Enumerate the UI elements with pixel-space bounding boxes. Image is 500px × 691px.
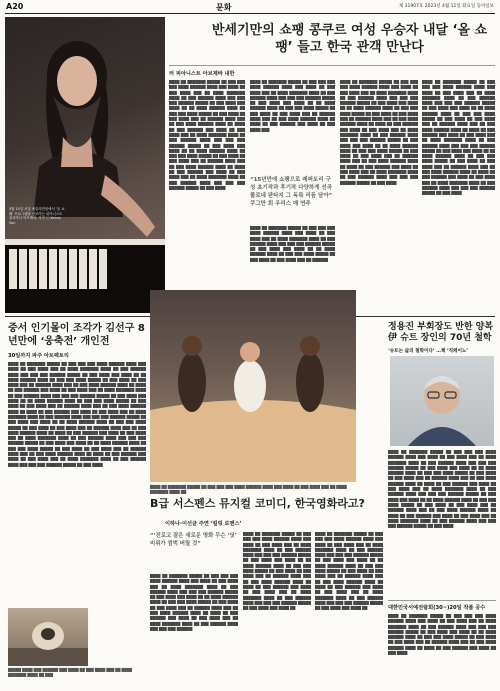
musical-photo-caption: ████ ██ ███████ █████ ██ ███ ███ ███ ████ ██████ ████ ███ ████ ██ ███ ████ ███ ██ ████ ███████ ████ ██	[150, 485, 347, 494]
story4-headline: B급 서스펜스 뮤지컬 코미디, 한국영화라고?	[150, 497, 365, 510]
page-number: A20	[6, 2, 24, 11]
tailor-portrait	[390, 356, 494, 446]
header-rule	[5, 13, 495, 14]
sculpture-caption: █████ ████ ███ ██████ ███ ████ ██ ███ ████ ███ ██ ████ ███████ ████ ██ ███	[8, 668, 132, 677]
sculpture-illustration	[8, 608, 88, 666]
story1-pullquote: “15년만에 쇼팽으로 레퍼토리 구성 초기작과 후기작 다양하게 선곡 폴로네 판타지 그 독특 리듬 담아” 쿠그만 회 우리스 매 연주	[250, 177, 333, 207]
story5-rule	[388, 600, 496, 601]
pianist-photo-caption: 5월 15일 서울 예술의전당에서 ‘올 쇼팽’ 프로그램을 선보이는 피아니스트 율리아나 아브제바. 사진 ⓒ Kenny Son	[9, 207, 65, 225]
story4-subhead: 이하나·이선균 주연 ‘킬링 로맨스’	[165, 521, 242, 527]
story5-headline: 대한민국서예전람회(30~)20일 작품 공수	[388, 605, 486, 611]
pianist-illustration	[5, 17, 165, 313]
story1-col2: ████ ██ ███████ █████ ██ ███ ███ ███ ████ ██████ ████ ███ ████ ██ ███ ████ ███ ██ ████ ███████ ████ ██ ███ ██████ ████ ███ ███ ███ ██████ █████ ██ ███ ████ ███ ████ ██ ██ ████ ██████ ████ ██ ███ ███ ████ █████ ██ ███ ████ ██ ███ ████ ███ ██ ██████ ████ ███ ██ ███ ████ ██████ ████ ██ ████ ██ ███ ██████ ███ ████ ██ ███ ████ ███	[250, 80, 335, 132]
story4-pullquote: “‘진로고 잘은 새로운 영화 무슨 ‘딧’ 비위가 껌벅 버릴 것”	[150, 533, 237, 547]
story1-col3: ████ ██ ███████ █████ ██ ███ ███ ███ ████ ██████ ████ ███ ████ ██ ███ ████ ███ ██ ████ ███████ ████ ██ ███ ██████ ████ ███ ███ ███ ██████ █████ ██ ███ ████ ███ ████ ██ ██ ████ ██████ ████ ██ ███ ███ ████ █████ ██ ███ ████ ██ ███ ████ ███ ██ ██████ ████ ███ ██ ███ ████ ██████ ████ ██ ████ ██ ███ ██████ ███ ████ ██ ███ ████ ███ ██ ████ ███████ ████ ██ ███ ██████ ████ ███ ███ ███ ██████ █████ ██ ███ ████ ███ ████ ██ ██ ████ ██████ ████ ██ ███ ███ ████ █████ ██ ███ ████ ██ ███ ████ ███ ██ ██████ ████ ███ ██ ███ ████ ██████ ████ ██ ████ ██ ███ ██████ ███ ████ ██ ███ ████ ███ ██ ████ ███████ ████ ██ ███ ██████ ████ ███ ███ ███ ██████ █████ ██ ███ ████	[340, 80, 418, 185]
story4-col3: ████ ██ ███████ █████ ██ ███ ███ ███ ████ ██████ ████ ███ ████ ██ ███ ████ ███ ██ ████ ███████ ████ ██ ███ ██████ ████ ███ ███ ███ ██████ █████ ██ ███ ████ ███ ████ ██ ██ ████ ██████ ████ ██ ███ ███ ████ █████ ██ ███ ████ ██ ███ ████ ███ ██ ██████ ████ ███ ██ ███ ████ ██████ ████ ██ ████ ██ ███ ██████ ███ ████ ██ ███ ████ ███ ██ ████ ███████ ████ ██ ███ ██████ ████ ███ ███ ███ ██████ █████ ██ ███ ████ ███ ████ ██	[315, 532, 383, 611]
story3-subhead: ‘슈트는 삶의 철학이다’ …책 ‘직케이노’	[388, 349, 469, 354]
story2-subhead: 30일까지 파주 아트팩토리	[8, 353, 69, 359]
sculpture-photo	[8, 608, 88, 666]
issue-info: 제 31907호 2023년 4월 11일 화요일 동아일보	[398, 4, 494, 9]
section-title: 문화	[216, 3, 232, 12]
story4-col1: ████ ██ ███████ █████ ██ ███ ███ ███ ████ ██████ ████ ███ ████ ██ ███ ████ ███ ██ ████ ███████ ████ ██ ███ ██████ ████ ███ ███ ███ ██████ █████ ██ ███ ████ ███ ████ ██ ██ ████ ██████ ████ ██ ███ ███ ████ █████ ██ ███ ████ ██ ███ ████ ███ ██ ██████ ████ ███ ██ ███ ████ ██████ ████ ██ ████ ██ ███ ██████ ███ ████ ██ ███ ████ ███ ██ ████ ███████ ████ ██ ███ ██████ ████ ███ ███ ███ ██████	[150, 574, 238, 631]
story1-col2b: ████ ██ ███████ █████ ██ ███ ███ ███ ████ ██████ ████ ███ ████ ██ ███ ████ ███ ██ ████ ███████ ████ ██ ███ ██████ ████ ███ ███ ███ ██████ █████ ██ ███ ████ ███ ████ ██ ██ ████ ██████ ████ ██ ███ ███ ████ █████ ██ ███ ████ ██ ███ ████ ███ ██ ██████	[250, 226, 335, 262]
story2-headline: 중서 인기몰이 조각가 김선구 8년만에 ‘웅축전’ 개인전	[8, 323, 145, 347]
story5-body: ████ ██ ███████ █████ ██ ███ ███ ███ ████ ██████ ████ ███ ████ ██ ███ ████ ███ ██ ████ ███████ ████ ██ ███ ██████ ████ ███ ███ ███ ██████ █████ ██ ███ ████ ███ ████ ██ ██ ████ ██████ ████ ██ ███ ███ ████ █████ ██ ███ ████ ██ ███ ████ ███ ██ ██████ ████ ███ ██ ███ ████ ██████ ████ ██ ████ ██ ███ ██████ ███ ████ ██ ███ ████	[388, 614, 496, 656]
story1-col1: ████ ██ ███████ █████ ██ ███ ███ ███ ████ ██████ ████ ███ ████ ██ ███ ████ ███ ██ ████ ███████ ████ ██ ███ ██████ ████ ███ ███ ███ ██████ █████ ██ ███ ████ ███ ████ ██ ██ ████ ██████ ████ ██ ███ ███ ████ █████ ██ ███ ████ ██ ███ ████ ███ ██ ██████ ████ ███ ██ ███ ████ ██████ ████ ██ ████ ██ ███ ██████ ███ ████ ██ ███ ████ ███ ██ ████ ███████ ████ ██ ███ ██████ ████ ███ ███ ███ ██████ █████ ██ ███ ████ ███ ████ ██ ██ ████ ██████ ████ ██ ███ ███ ████ █████ ██ ███ ████ ██ ███ ████ ███ ██ ██████ ████ ███ ██ ███ ████ ██████ ████ ██ ████ ██ ███ ██████ ███ ████ ██ ███ ████ ███ ██ ████ ███████ ████ ██ ███ ██████ ████ ███ ███ ███ ██████ █████ ██ ███ ████	[169, 80, 245, 190]
story1-subhead: 러 피아니스트 아브제바 내한	[169, 71, 235, 77]
story4-col2: ████ ██ ███████ █████ ██ ███ ███ ███ ████ ██████ ████ ███ ████ ██ ███ ████ ███ ██ ████ ███████ ████ ██ ███ ██████ ████ ███ ███ ███ ██████ █████ ██ ███ ████ ███ ████ ██ ██ ████ ██████ ████ ██ ███ ███ ████ █████ ██ ███ ████ ██ ███ ████ ███ ██ ██████ ████ ███ ██ ███ ████ ██████ ████ ██ ████ ██ ███ ██████ ███ ████ ██ ███ ████ ███ ██ ████ ███████ ████ ██ ███ ██████ ████ ███ ███ ███ ██████ █████ ██ ███ ████ ███ ████ ██	[243, 532, 311, 611]
story3-headline: 정용진 부회장도 반한 양복 伊 슈트 장인의 70년 철학	[388, 322, 494, 343]
musical-illustration	[150, 290, 356, 482]
story3-body: ████ ██ ███████ █████ ██ ███ ███ ███ ████ ██████ ████ ███ ████ ██ ███ ████ ███ ██ ████ ███████ ████ ██ ███ ██████ ████ ███ ███ ███ ██████ █████ ██ ███ ████ ███ ████ ██ ██ ████ ██████ ████ ██ ███ ███ ████ █████ ██ ███ ████ ██ ███ ████ ███ ██ ██████ ████ ███ ██ ███ ████ ██████ ████ ██ ████ ██ ███ ██████ ███ ████ ██ ███ ████ ███ ██ ████ ███████ ████ ██ ███ ██████ ████ ███ ███ ███ ██████ █████ ██ ███ ████ ███ ████ ██ ██ ████ ██████ ████ ██ ███ ███ ████ █████ ██ ███ ████ ██ ███ ████ ███ ██ ██████ ████ ███ ██ ███ ████ ██████ ████ ██ ████ ██ ███ ██████ ███ ████ ██ ███ ████ ███ ██ ████ ███████ ████ ██ ███ ██████ ████ ███ ███ ███ ██████ █████ ██ ███ ████	[388, 450, 496, 529]
story2-body: ████ ██ ███████ █████ ██ ███ ███ ███ ████ ██████ ████ ███ ████ ██ ███ ████ ███ ██ ████ ███████ ████ ██ ███ ██████ ████ ███ ███ ███ ██████ █████ ██ ███ ████ ███ ████ ██ ██ ████ ██████ ████ ██ ███ ███ ████ █████ ██ ███ ████ ██ ███ ████ ███ ██ ██████ ████ ███ ██ ███ ████ ██████ ████ ██ ████ ██ ███ ██████ ███ ████ ██ ███ ████ ███ ██ ████ ███████ ████ ██ ███ ██████ ████ ███ ███ ███ ██████ █████ ██ ███ ████ ███ ████ ██ ██ ████ ██████ ████ ██ ███ ███ ████ █████ ██ ███ ████ ██ ███ ████ ███ ██ ██████ ████ ███ ██ ███ ████ ██████ ████ ██ ████ ██ ███ ██████ ███ ████ ██ ███ ████ ███ ██ ████ ███████ ████ ██ ███ ██████ ████ ███ ███ ███ ██████ █████ ██ ███ ████ ███ ████ ██ ██ ████ ██████ ████ ██ ███ ███ ████ █████ ██ ███ ████ ██ ███ ████ ███ ██ ██████ ████ ███ ██ ███ ████ ██████ ████ ██ ████ ██ ███ ██████ ███ ████ ██ ███ ████ ███ ██ ████ ███████ ████ ██ ███ ██████ ████ ███ ███ ███ ██████ █████ ██ ███ ████ ███ ████ ██ ██ ████ ██████ ████ ██ ███ ███ ████ █████ ██ ███ ████ ██ ███ ████ ███ ██ ██████ ████ ███ ██ ███ ████ ██████ ████ ██ ████ ██ ███ ██████ ███ ████ ██ ███ ████ ███ ██ ████ ███████ ████ ██ ███ ██████ ████ ███ ███ ███ ██████ █████ ██ ███ ████	[8, 362, 146, 467]
story1-headline: 반세기만의 쇼팽 콩쿠르 여성 우승자 내달 ‘올 쇼팽’ 들고 한국 관객 만난다	[211, 23, 488, 55]
pianist-photo	[5, 17, 165, 313]
story1-col4: ████ ██ ███████ █████ ██ ███ ███ ███ ████ ██████ ████ ███ ████ ██ ███ ████ ███ ██ ████ ███████ ████ ██ ███ ██████ ████ ███ ███ ███ ██████ █████ ██ ███ ████ ███ ████ ██ ██ ████ ██████ ████ ██ ███ ███ ████ █████ ██ ███ ████ ██ ███ ████ ███ ██ ██████ ████ ███ ██ ███ ████ ██████ ████ ██ ████ ██ ███ ██████ ███ ████ ██ ███ ████ ███ ██ ████ ███████ ████ ██ ███ ██████ ████ ███ ███ ███ ██████ █████ ██ ███ ████ ███ ████ ██ ██ ████ ██████ ████ ██ ███ ███ ████ █████ ██ ███ ████ ██ ███ ████ ███ ██ ██████ ████ ███ ██ ███ ████ ██████ ████ ██ ████ ██ ███ ██████ ███ ████ ██ ███ ████ ███ ██ ████ ███████ ████ ██ ███ ██████ ████ ███ ███ ███ ██████ █████ ██ ███ ████	[422, 80, 495, 196]
tailor-illustration	[390, 356, 494, 446]
musical-photo	[150, 290, 356, 482]
story1-rule	[169, 65, 495, 66]
